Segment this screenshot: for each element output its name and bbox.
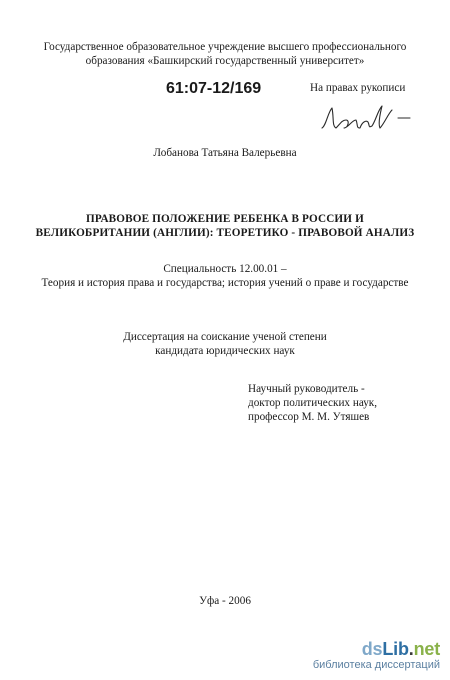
place-year: Уфа - 2006: [199, 595, 251, 607]
institution-line-1: Государственное образовательное учреждение высшего профессионального: [43, 41, 407, 53]
supervisor-line-2: доктор политических наук,: [248, 397, 378, 409]
specialty-line-1: Специальность 12.00.01 –: [163, 263, 287, 275]
watermark-logo-part-4: net: [413, 639, 440, 659]
supervisor-line-3: профессор М. М. Утяшев: [248, 411, 370, 423]
title-line-2: ВЕЛИКОБРИТАНИИ (АНГЛИИ): ТЕОРЕТИКО - ПРАВОВОЙ АНАЛИЗ: [35, 227, 415, 239]
dissertation-line-1: Диссертация на соискание ученой степени: [123, 331, 327, 343]
catalog-code: 61:07-12/169: [166, 80, 262, 97]
title-line-1: ПРАВОВОЕ ПОЛОЖЕНИЕ РЕБЕНКА В РОССИИ И: [86, 213, 364, 225]
watermark-logo-part-2: Lib: [382, 639, 409, 659]
manuscript-note: На правах рукописи: [310, 82, 406, 94]
watermark-logo-part-3: .: [408, 639, 414, 659]
institution-line-2: образования «Башкирский государственный университет»: [85, 55, 365, 67]
specialty-line-2: Теория и история права и государства; история учений о праве и государстве: [41, 277, 409, 289]
dslib-watermark: [313, 639, 440, 672]
watermark-logo-part-1: ds: [361, 639, 383, 659]
author-name: Лобанова Татьяна Валерьевна: [153, 147, 297, 159]
dissertation-line-2: кандидата юридических наук: [155, 345, 295, 357]
watermark-subtitle: библиотека диссертаций: [312, 659, 440, 671]
handwritten-signature: [318, 98, 418, 138]
supervisor-line-1: Научный руководитель -: [248, 383, 365, 395]
watermark-logo: [313, 639, 440, 659]
